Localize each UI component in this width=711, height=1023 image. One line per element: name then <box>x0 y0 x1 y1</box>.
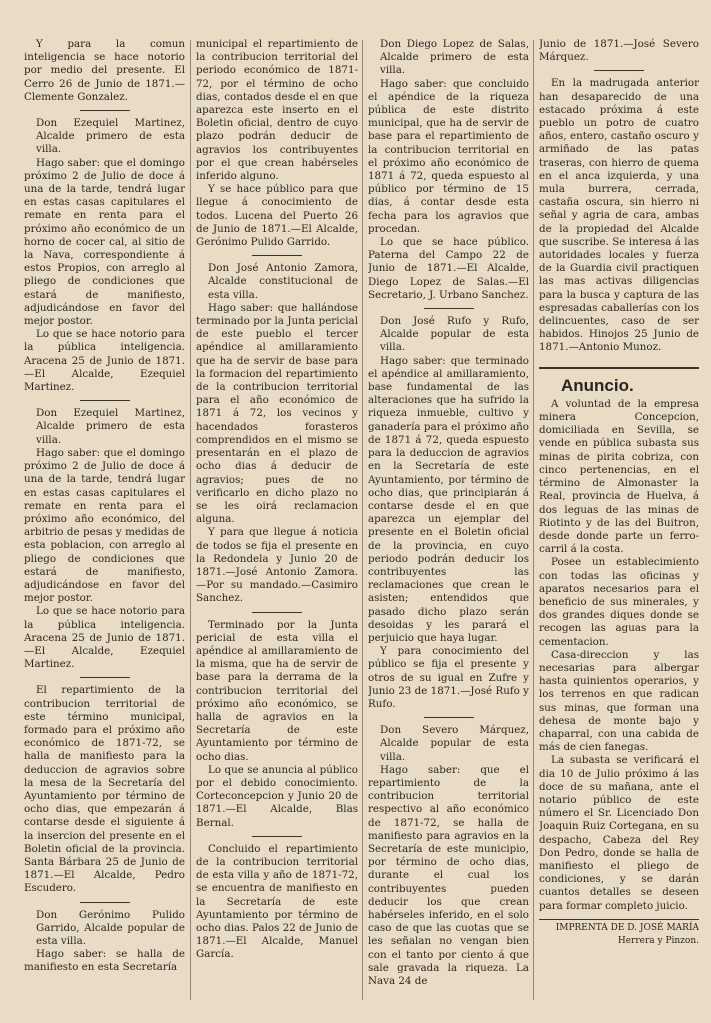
notice-text: Hago saber: que el repartimiento de la contribucion territorial respectivo al año económico de 1871-72, se halla de manifiesto para agravios en la Secretaría de este municipio, por término de ocho dias, durante el cual los contribuyentes pueden deducir los que crean habérseles inferido, en el solo caso de que las cuotas que se les señalan no vengan bien con el tanto por ciento á que sale gravada la riqueza. La Nava 24 de <box>368 763 529 988</box>
notice-header: Don José Rufo y Rufo, Alcalde popular de esta villa. <box>380 315 529 354</box>
notice-text: Hago saber: que concluido el apéndice de la riqueza pública de este distrito municipal, que ha de servir de base para el repartimiento de la contribucion territorial en el próximo año económico de 1871 á 72, queda espuesto al público por término de 15 dias, á contar desde esta fecha para los agravios que procedan. <box>368 77 529 235</box>
column-divider <box>533 40 534 1000</box>
notice-text: Hago saber: que el domingo próximo 2 de Julio de doce á una de la tarde, tendrá lugar en estas casas capitulares el remate en renta para el próximo año económico, del arbitrio de pesas y medidas de esta poblacion, con arreglo al pliego de condiciones que estará de manifiesto, adjudicándose en favor del mejor postor. <box>24 446 185 605</box>
column-2 <box>196 38 358 1010</box>
notice-text: Hago saber: que terminado el apéndice al amillaramiento, base fundamental de las alteraciones que ha sufrido la riqueza inmueble, cultivo y ganadería para el próximo año de 1871 á 72, queda espuesto para la deduccion de agravios en la Secretaría de este Ayuntamiento, por término de ocho dias, que principiarán á contarse desde el en que aparezca un ejemplar del presente en el Boletin oficial de la provincia, en cuyo periodo podrán deducir los contribuyentes las reclamaciones que crean le asisten; entendidos que pasado dicho plazo serán desoidas y les parará el perjuicio que haya lugar. <box>368 354 529 644</box>
column-1 <box>24 38 185 1010</box>
notice-text: Y para conocimiento del público se fija el presente y otros de su igual en Zufre y Junio 23 de 1871.—José Rufo y Rufo. <box>368 645 529 710</box>
printer-credit: IMPRENTA DE D. JOSÉ MARÍA Herrera y Pinzon. <box>539 919 699 948</box>
separator-rule <box>252 612 302 613</box>
advertisement-text: Casa-direccion y las necesarias para albergar hasta quinientos operarios, y los terrenos en que radican sus minas, que forman una dehesa de monte bajo y chaparral, con una cabida de más de cien fanegas. <box>539 648 699 754</box>
notice-text: Hago saber: que el domingo próximo 2 de Julio de doce á una de la tarde, tendrá lugar en estas casas capitulares el remate en renta para el próximo año económico de un horno de cocer cal, al sitio de la Nava, correspondiente á estos Propios, con arreglo al pliego de condiciones que estará de manifiesto, adjudicándose en favor del mejor postor. <box>24 156 185 328</box>
notice-header: Don Ezequiel Martinez, Alcalde primero de esta villa. <box>36 117 185 156</box>
separator-rule <box>252 255 302 256</box>
notice-text: Junio de 1871.—José Severo Márquez. <box>539 38 699 64</box>
advertisement-section <box>539 367 699 949</box>
notice-text: municipal el repartimiento de la contribucion territorial del periodo económico de 1871-72, por el término de ocho dias, contados desde el en que aparezca este inserto en el Boletin oficial, dentro de cuyo plazo podrán deducir de agravios los contribuyentes por el que crean habérseles inferido alguno. <box>196 38 358 183</box>
notice-text: Hago saber: que hallándose terminado por la Junta pericial de este pueblo el tercer apéndice al amillaramiento que ha de servir de base para la formacion del repartimiento de la contribucion territorial para el año económico de 1871 á 72, los vecinos y hacendados forasteros comprendidos en el mismo se presentarán en el plazo de ocho dias á deducir de agravios; pues de no verificarlo en dicho plazo no se les oirá reclamacion alguna. <box>196 301 358 526</box>
column-4 <box>539 38 699 1010</box>
notice-header: Don Gerónimo Pulido Garrido, Alcalde popular de esta villa. <box>36 908 185 947</box>
notice-text: Y se hace público para que llegue á conocimiento de todos. Lucena del Puerto 26 de Junio de 1871.—El Alcalde, Gerónimo Pulido Garrido. <box>196 183 358 249</box>
notice-text: Lo que se hace notorio para la pública inteligencia. Aracena 25 de Junio de 1871. —El Alcalde, Ezequiel Martinez. <box>24 605 185 671</box>
advertisement-title: Anuncio. <box>561 375 634 395</box>
column-3 <box>368 38 529 1010</box>
advertisement-text: A voluntad de la empresa minera Concepcion, domiciliada en Sevilla, se vende en pública subasta sus minas de pirita cobriza, con cinco pertenencias, en el término de Almonaster la Real, provincia de Huelva, á dos leguas de las minas de Riotinto y de las del Buitron, desde donde parte un ferro-carril á la costa. <box>539 397 699 556</box>
notice-text: Y para que llegue á noticia de todos se fija el presente en la Redondela y Junio 20 de 1871.—José Antonio Zamora.—Por su mandado.—Casimiro Sanchez. <box>196 526 358 605</box>
notice-text: Y para la comun inteligencia se hace notorio por medio del presente. El Cerro 26 de Junio de 1871.—Clemente Gonzalez. <box>24 38 185 103</box>
notice-header: Don Ezequiel Martinez, Alcalde primero de esta villa. <box>36 407 185 446</box>
notice-text: Lo que se anuncia al público por el debido conocimiento. Corteconcepcion y Junio 20 de 1871.—El Alcalde, Blas Bernal. <box>196 763 358 829</box>
notice-header: Don Diego Lopez de Salas, Alcalde primero de esta villa. <box>380 38 529 77</box>
separator-rule <box>80 400 130 401</box>
notice-text: Terminado por la Junta pericial de esta villa el apéndice al amillaramiento de la misma, que ha de servir de base para la derrama de la contribucion territorial del próximo año económico, se halla de agravios en la Secretaría de este Ayuntamiento por término de ocho dias. <box>196 618 358 763</box>
separator-rule <box>80 110 130 111</box>
notice-header: Don Severo Márquez, Alcalde popular de esta villa. <box>380 724 529 763</box>
notice-text: Concluido el repartimiento de la contribucion territorial de esta villa y año de 1871-72, se encuentra de manifiesto en la Secretaría de este Ayuntamiento por término de ocho dias. Palos 22 de Junio de 1871.—El Alcalde, Manuel García. <box>196 842 358 961</box>
separator-rule <box>424 308 474 309</box>
column-divider <box>362 40 363 1000</box>
notice-header: Don José Antonio Zamora, Alcalde constitucional de esta villa. <box>208 262 358 301</box>
notice-text: En la madrugada anterior han desaparecido de una estacado próxima á este pueblo un potro de cuatro años, entero, castaño oscuro y armiñado de las patas traseras, con hierro de quema en el anca izquierda, y una mula burrera, cerrada, castaña oscura, sin hierro ni señal y agria de cara, ambas de la propiedad del Alcalde que suscribe. Se interesa á las autoridades locales y fuerza de la Guardia civil practiquen las mas activas diligencias para la busca y captura de las espresadas caballerías con los delincuentes, caso de ser habidos. Hinojos 25 Junio de 1871.—Antonio Munoz. <box>539 77 699 354</box>
notice-text: Lo que se hace público. Paterna del Campo 22 de Junio de 1871.—El Alcalde, Diego Lopez de Salas.—El Secretario, J. Urbano Sanchez. <box>368 236 529 301</box>
column-divider <box>190 40 191 1000</box>
separator-rule <box>252 836 302 837</box>
notice-text: Lo que se hace notorio para la pública inteligencia. Aracena 25 de Junio de 1871. —El Alcalde, Ezequiel Martinez. <box>24 328 185 394</box>
separator-rule <box>594 70 644 71</box>
notice-text: El repartimiento de la contribucion territorial de este término municipal, formado para el próximo año económico de 1871-72, se halla de manifiesto para la deduccion de agravios sobre la mesa de la Secretaría del Ayuntamiento por término de ocho dias, que empezarán á contarse desde el siguiente á la insercion del presente en el Boletin oficial de la provincia. Santa Bárbara 25 de Junio de 1871.—El Alcalde, Pedro Escudero. <box>24 684 185 895</box>
separator-rule <box>424 717 474 718</box>
notice-text: Hago saber: se halla de manifiesto en esta Secretaría <box>24 948 185 974</box>
separator-rule <box>80 677 130 678</box>
separator-rule <box>80 902 130 903</box>
advertisement-text: La subasta se verificará el dia 10 de Julio próximo á las doce de su mañana, ante el notario público de este número el Sr. Licenciado Don Joaquin Ruiz Cortegana, en su despacho, Cabeza del Rey Don Pedro, donde se halla de manifiesto el pliego de condiciones, y se darán cuantos detalles se deseen para formar completo juicio. <box>539 754 699 912</box>
advertisement-text: Posee un establecimiento con todas las oficinas y aparatos necesarios para el beneficio de sus minerales, y dos grandes diques donde se recogen las aguas para la cementacion. <box>539 556 699 648</box>
